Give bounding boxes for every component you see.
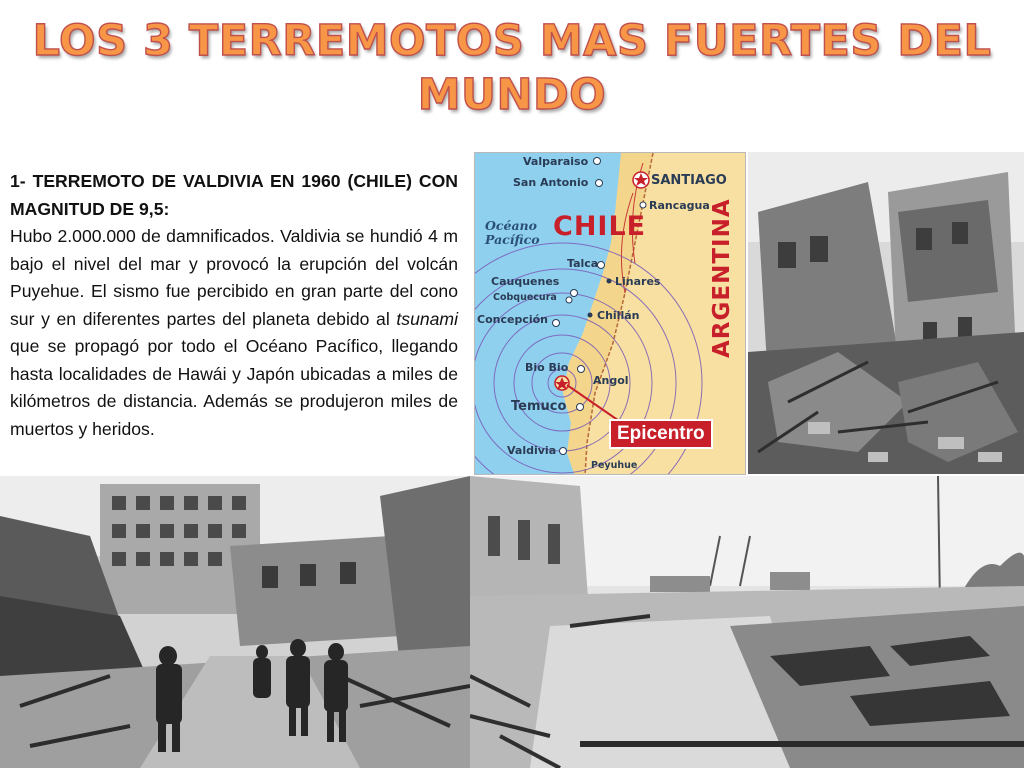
city-concepcion: Concepción [477,313,548,326]
city-angol: Angol [593,374,629,387]
title-line-2: MUNDO [417,70,607,120]
ocean-line-2: Pacífico [485,232,540,247]
slide-title [0,14,1024,122]
epicenter-label: Epicentro [609,419,713,449]
city-san-antonio: San Antonio [513,176,589,189]
city-cauquenes: Cauquenes [491,275,560,288]
earthquake-description [10,168,458,443]
country-label: CHILE [553,211,647,242]
body-text-end: que se propagó por todo el Océano Pacífico, llegando hasta localidades de Hawái y Japón ubicadas a miles de kilómetros de distancia. Además se produjeron miles de muertos y heridos. [10,336,458,439]
city-rancagua: Rancagua [649,199,710,212]
city-temuco: Temuco [511,399,567,414]
neighbor-country-label: ARGENTINA [709,198,735,358]
body-text-start: Hubo 2.000.000 de damnificados. Valdivia se hundió 4 m bajo el nivel del mar y provocó la erupción del volcán Puyehue. El sismo fue percibido en gran parte del cono sur y en diferentes partes del planeta debido al [10,226,458,329]
city-bio-bio: Bio Bio [525,361,569,374]
body-text-italic: tsunami [396,308,458,329]
city-chillan: Chillán [597,309,640,322]
city-linares: Linares [615,275,661,288]
street-ruins-photo [0,476,470,768]
capital-santiago: SANTIAGO [651,173,727,188]
section-heading: 1- TERREMOTO DE VALDIVIA EN 1960 (CHILE) CON MAGNITUD DE 9,5: [10,171,458,219]
title-line-1: LOS 3 TERREMOTOS MAS FUERTES DEL [32,16,992,66]
city-cobquecura: Cobquecura [493,292,557,303]
chile-epicenter-map [474,152,746,475]
flooded-street-photo [470,476,1024,768]
ocean-label [485,219,540,247]
ocean-line-1: Océano [485,218,537,233]
city-valparaiso: Valparaiso [523,155,589,168]
city-talca: Talca [567,257,599,270]
collapsed-building-photo [748,152,1024,474]
city-peyuhue: Peyuhue [591,460,638,471]
city-valdivia: Valdivia [507,444,557,457]
